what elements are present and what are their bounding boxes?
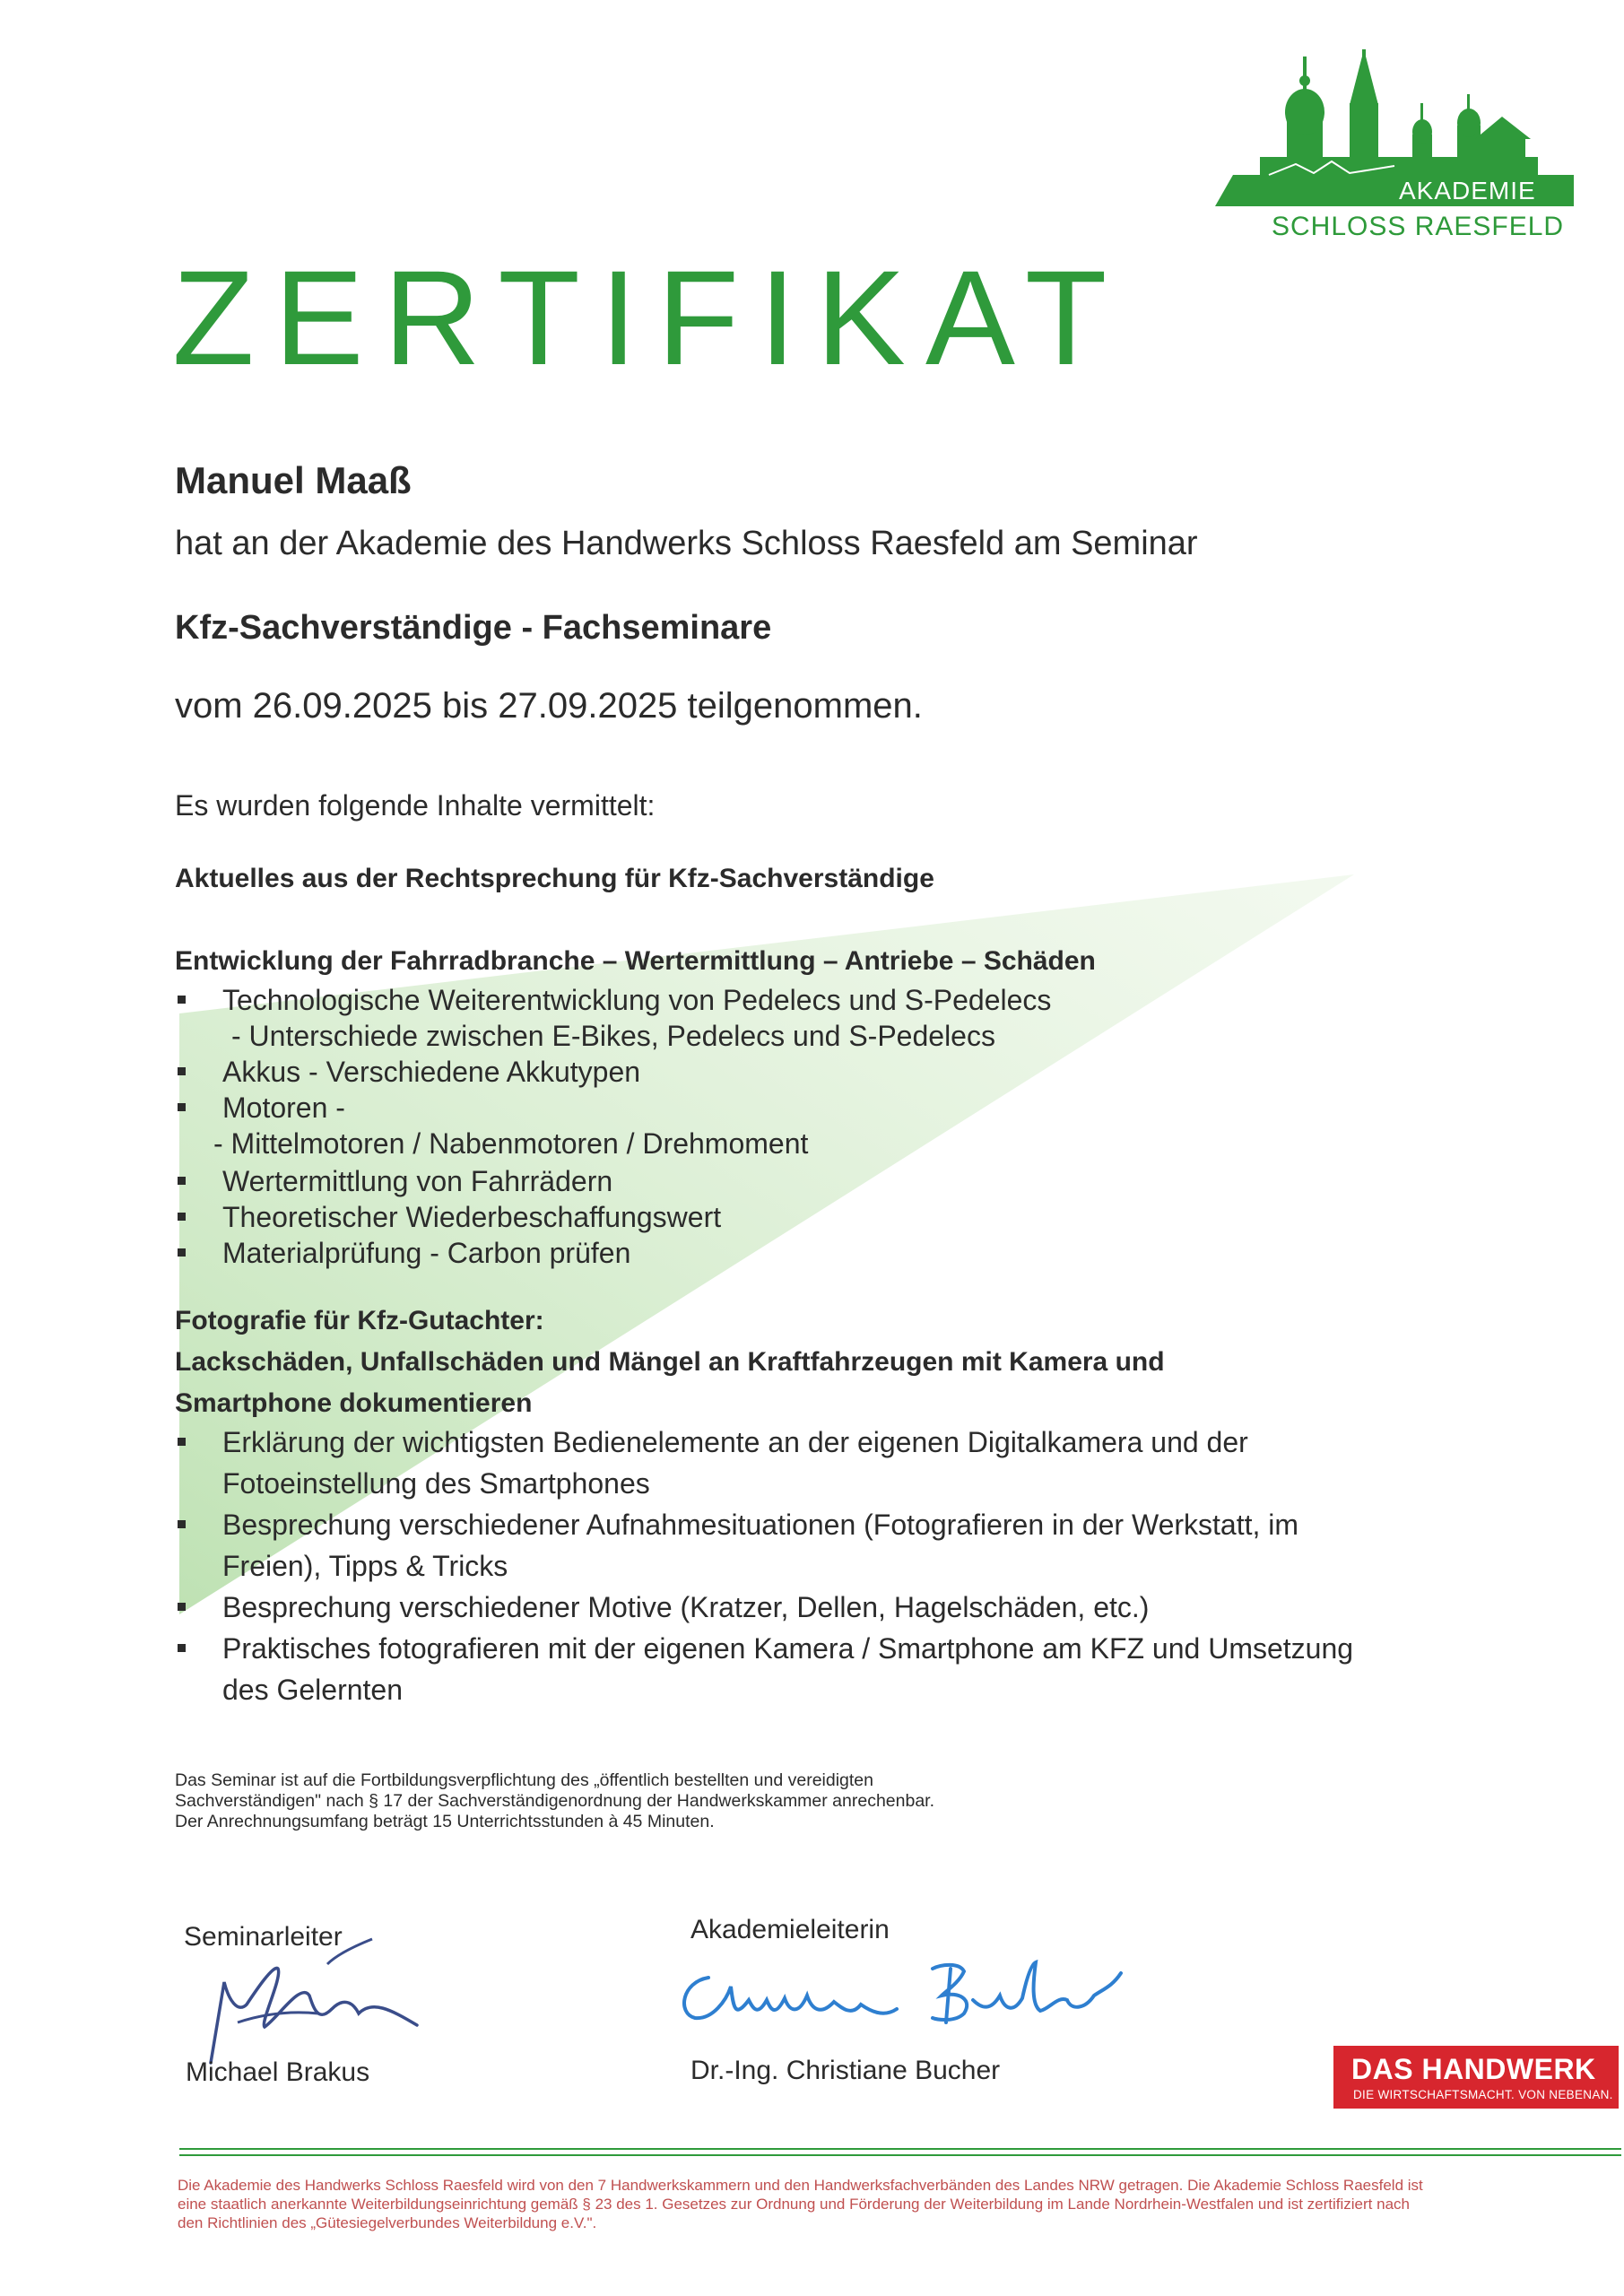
bullet-icon [178,1644,186,1652]
list-item: Besprechung verschiedener Motive (Kratzer, Dellen, Hagelschäden, etc.) [175,1587,1430,1628]
signature-right-image [664,1946,1130,2045]
list-item: Theoretischer Wiederbeschaffungswert [175,1196,1341,1238]
signature-left-name: Michael Brakus [186,2057,370,2087]
accreditation-note: Das Seminar ist auf die Fortbildungsverpflichtung des „öffentlich bestellten und vereidigten Sachverständigen" nach § 17 der Sachverständigenordnung der Handwerkskammer anrechenbar. Der Anrechnungsumfang beträgt 15 Unterrichtsstunden à 45 Minuten. [175,1770,935,1831]
signature-right-role: Akademieleiterin [690,1915,890,1944]
intro-text: hat an der Akademie des Handwerks Schloss Raesfeld am Seminar [175,525,1198,562]
certificate-title: ZERTIFIKAT [172,242,1127,393]
list-item: Wertermittlung von Fahrrädern [175,1161,1341,1202]
das-handwerk-badge: DAS HANDWERK DIE WIRTSCHAFTSMACHT. VON NEBENAN. [1333,2046,1619,2109]
section-bicycle-list [175,979,1341,1274]
section-bicycle-title: Entwicklung der Fahrradbranche – Wertermittlung – Antriebe – Schäden [175,946,1096,976]
bullet-icon [178,1177,186,1185]
seminar-period: vom 26.09.2025 bis 27.09.2025 teilgenommen. [175,686,923,726]
bullet-icon [178,1103,186,1111]
footer-divider [179,2148,1621,2150]
list-item: Motoren - - Mittelmotoren / Nabenmotoren / Drehmoment [175,1087,1341,1164]
bullet-icon [178,1067,186,1075]
section-photo-list [175,1422,1430,1710]
logo-text-schloss-raesfeld: SCHLOSS RAESFELD [1272,212,1565,241]
bullet-icon [178,1213,186,1221]
list-item: Technologische Weiterentwicklung von Pedelecs und S-Pedelecs - Unterschiede zwischen E-Bikes, Pedelecs und S-Pedelecs [175,979,1341,1057]
bullet-icon [178,1520,186,1528]
bullet-icon [178,996,186,1004]
list-item: Erklärung der wichtigsten Bedienelemente an der eigenen Digitalkamera und der Fotoeinstellung des Smartphones [175,1422,1430,1504]
signature-left-role: Seminarleiter [184,1922,343,1952]
list-item: Akkus - Verschiedene Akkutypen [175,1051,1341,1092]
section-legal-title: Aktuelles aus der Rechtsprechung für Kfz-Sachverständige [175,864,934,893]
signature-right-name: Dr.-Ing. Christiane Bucher [690,2056,1001,2085]
logo-text-akademie: AKADEMIE [1399,177,1536,204]
contents-intro: Es wurden folgende Inhalte vermittelt: [175,789,656,822]
footer-divider [179,2154,1621,2156]
bullet-icon [178,1603,186,1611]
list-item: Praktisches fotografieren mit der eigenen Kamera / Smartphone am KFZ und Umsetzung des Gelernten [175,1628,1430,1710]
list-item: Materialprüfung - Carbon prüfen [175,1232,1341,1274]
section-photo-title: Fotografie für Kfz-Gutachter: Lackschäden, Unfallschäden und Mängel an Kraftfahrzeugen mit Kamera und Smartphone dokumentieren [175,1306,1165,1418]
recipient-name: Manuel Maaß [175,459,412,501]
bullet-icon [178,1248,186,1257]
list-item: Besprechung verschiedener Aufnahmesituationen (Fotografieren in der Werkstatt, im Freien), Tipps & Tricks [175,1504,1430,1587]
seminar-title: Kfz-Sachverständige - Fachseminare [175,609,772,647]
footer-text: Die Akademie des Handwerks Schloss Raesfeld wird von den 7 Handwerkskammern und den Handwerksfachverbänden des Landes NRW getragen. Die Akademie Schloss Raesfeld ist eine staatlich anerkannte Weiterbildungseinrichtung gemäß § 23 des 1. Gesetzes zur Ordnung und Förderung der Weiterbildung im Lande Nordrhein-Westfalen und ist zertifiziert nach den Richtlinien des „Gütesiegelverbundes Weiterbildung e.V.". [178,2177,1423,2231]
bullet-icon [178,1438,186,1446]
